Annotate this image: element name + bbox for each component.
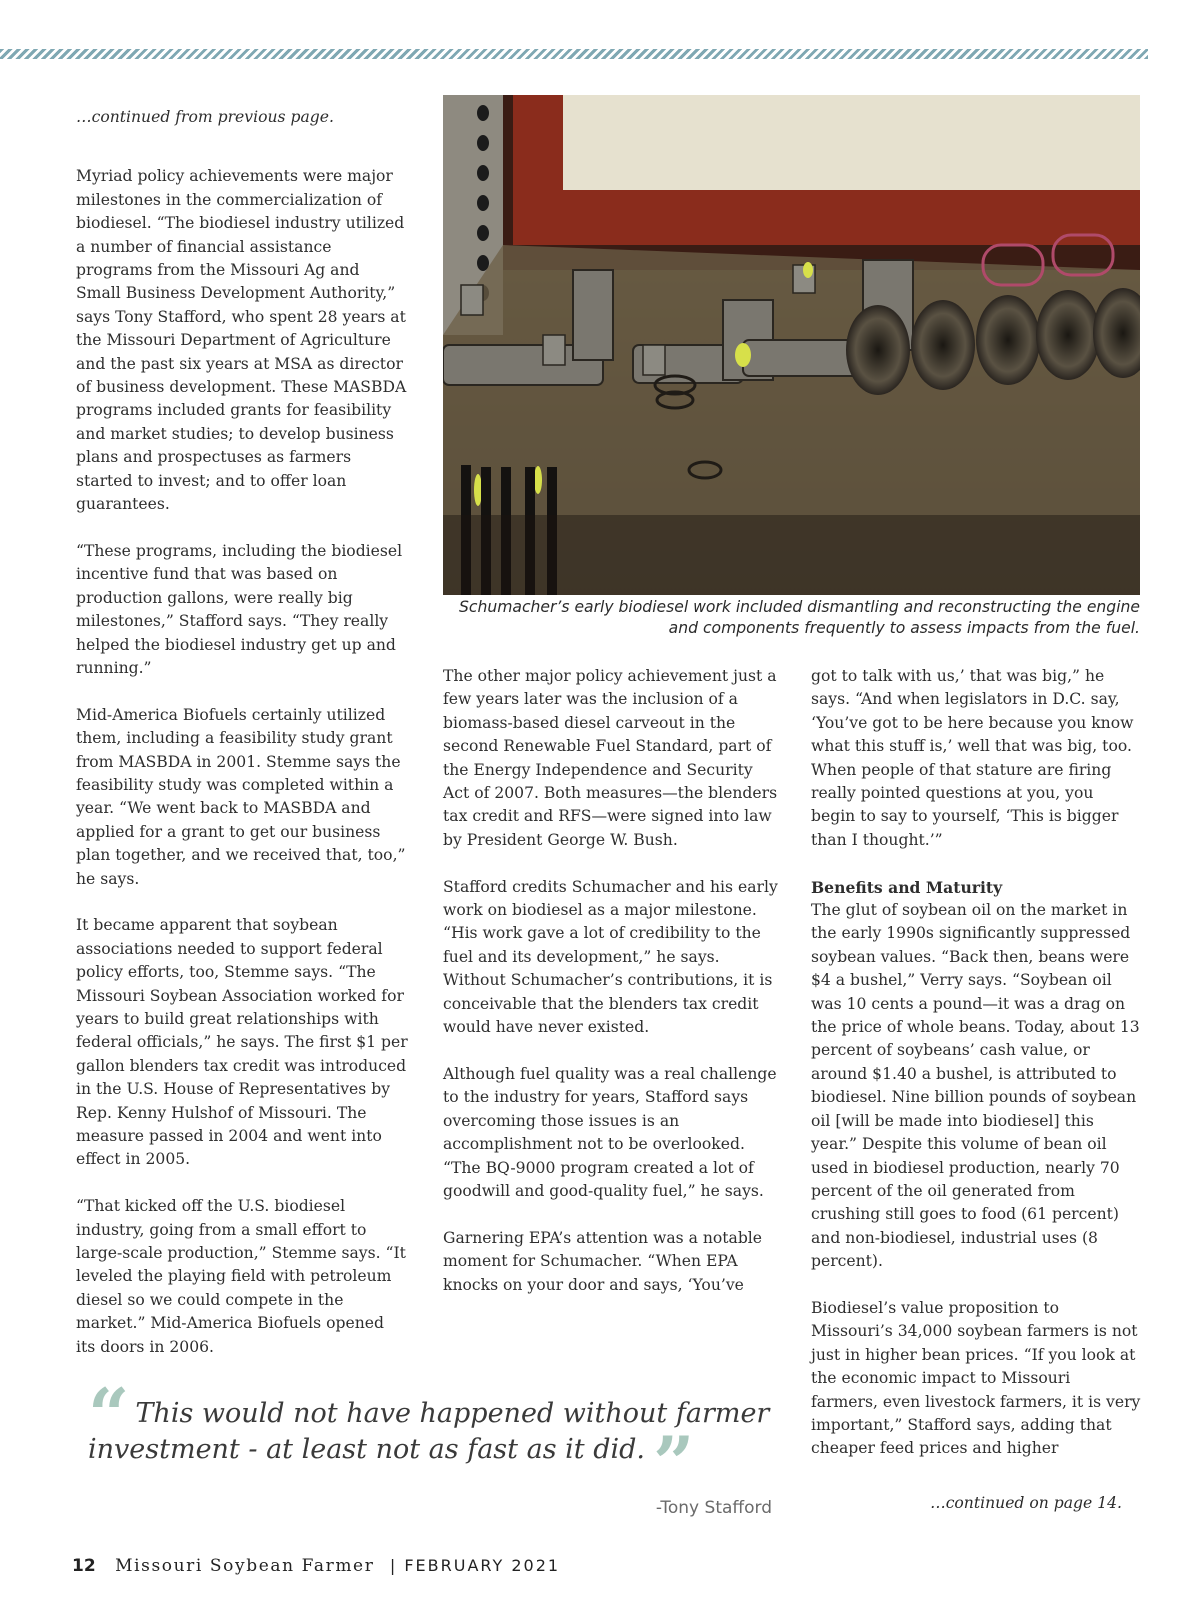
article-column-1 <box>76 106 408 1382</box>
paragraph: The other major policy achievement just a few years later was the inclusion of a biomass-based diesel carveout in the second Renewable Fuel Standard, part of the Energy Independence and Security Act of 2007. Both measures—the blenders tax credit and RFS—were signed into law by President George W. Bush. <box>443 667 778 849</box>
pull-quote-text: This would not have happened without farmer investment - at least not as fast as it did. <box>88 1398 770 1465</box>
article-column-2 <box>443 665 781 1320</box>
issue-date: | FEBRUARY 2021 <box>389 1556 561 1575</box>
pull-quote-attribution: -Tony Stafford <box>655 1498 772 1518</box>
publication-name: Missouri Soybean Farmer <box>115 1556 375 1576</box>
continued-from-note: …continued from previous page. <box>76 108 334 126</box>
page-footer <box>72 1556 560 1576</box>
close-quote-icon: ” <box>652 1420 695 1505</box>
section-subheading: Benefits and Maturity <box>811 877 1003 897</box>
photo-caption: Schumacher’s early biodiesel work included dismantling and reconstructing the engine and components frequently to assess impacts from the fuel. <box>458 598 1140 637</box>
paragraph: Stafford credits Schumacher and his early work on biodiesel as a major milestone. “His work gave a lot of credibility to the fuel and its development,” he says. Without Schumacher’s contributions, it is conceivable that the blenders tax credit would have never existed. <box>443 877 778 1037</box>
paragraph: The glut of soybean oil on the market in the early 1990s significantly suppressed soybean values. “Back then, beans were $4 a bushel,” Verry says. “Soybean oil was 10 cents a pound—it was a drag on the price of whole beans. Today, about 13 percent of soybeans’ cash value, or around $1.40 a bushel, is attributed to biodiesel. Nine billion pounds of soybean oil [will be made into biodiesel] this year.” Despite this volume of bean oil used in biodiesel production, nearly 70 percent of the oil generated from crushing still goes to food (61 percent) and non-biodiesel, industrial uses (8 percent). <box>811 901 1140 1271</box>
paragraph: It became apparent that soybean associations needed to support federal policy efforts, too, Stemme says. “The Missouri Soybean Association worked for years to build great relationships with federal officials,” he says. The first $1 per gallon blenders tax credit was introduced in the U.S. House of Representatives by Rep. Kenny Hulshof of Missouri. The measure passed in 2004 and went into effect in 2005. <box>76 916 408 1169</box>
paragraph: Mid-America Biofuels certainly utilized them, including a feasibility study grant from MASBDA in 2001. Stemme says the feasibility study was completed within a year. “We went back to MASBDA and applied for a grant to get our business plan together, and we received that, too,” he says. <box>76 705 406 888</box>
engine-parts-photo <box>443 95 1140 595</box>
paragraph: “That kicked off the U.S. biodiesel industry, going from a small effort to large-scale production,” Stemme says. “It leveled the playing field with petroleum diesel so we could compete in the market.” Mid-America Biofuels opened its doors in 2006. <box>76 1197 406 1356</box>
paragraph: Biodiesel’s value proposition to Missouri’s 34,000 soybean farmers is not just in higher bean prices. “If you look at the economic impact to Missouri farmers, even livestock farmers, it is very important,” Stafford says, adding that cheaper feed prices and higher <box>811 1298 1141 1458</box>
paragraph: Although fuel quality was a real challenge to the industry for years, Stafford says overcoming those issues is an accomplishment not to be overlooked. “The BQ-9000 program created a lot of goodwill and good-quality fuel,” he says. <box>443 1064 777 1200</box>
header-stripe <box>0 49 1148 59</box>
paragraph: Myriad policy achievements were major milestones in the commercialization of biodiesel. “The biodiesel industry utilized a number of financial assistance programs from the Missouri Ag and Small Business Development Authority,” says Tony Stafford, who spent 28 years at the Missouri Department of Agriculture and the past six years at MSA as director of business development. These MASBDA programs included grants for feasibility and market studies; to develop business plans and prospectuses as farmers started to invest; and to offer loan guarantees. <box>76 167 407 514</box>
paragraph: “These programs, including the biodiesel incentive fund that was based on production gallons, were really big milestones,” Stafford says. “They really helped the biodiesel industry get up and running.” <box>76 541 403 677</box>
paragraph: Garnering EPA’s attention was a notable moment for Schumacher. “When EPA knocks on your door and says, ‘You’ve <box>443 1228 763 1294</box>
open-quote-icon: “ <box>88 1372 130 1457</box>
article-column-3 <box>811 665 1141 1484</box>
page-number: 12 <box>72 1556 96 1576</box>
paragraph: got to talk with us,’ that was big,” he says. “And when legislators in D.C. say, ‘You’ve got to be here because you know what this stuff is,’ well that was big, too. When people of that stature are firing really pointed questions at you, you begin to say to yourself, ‘This is bigger than I thought.’” <box>811 667 1134 849</box>
continued-on-note: …continued on page 14. <box>930 1494 1122 1512</box>
pull-quote <box>88 1372 778 1505</box>
